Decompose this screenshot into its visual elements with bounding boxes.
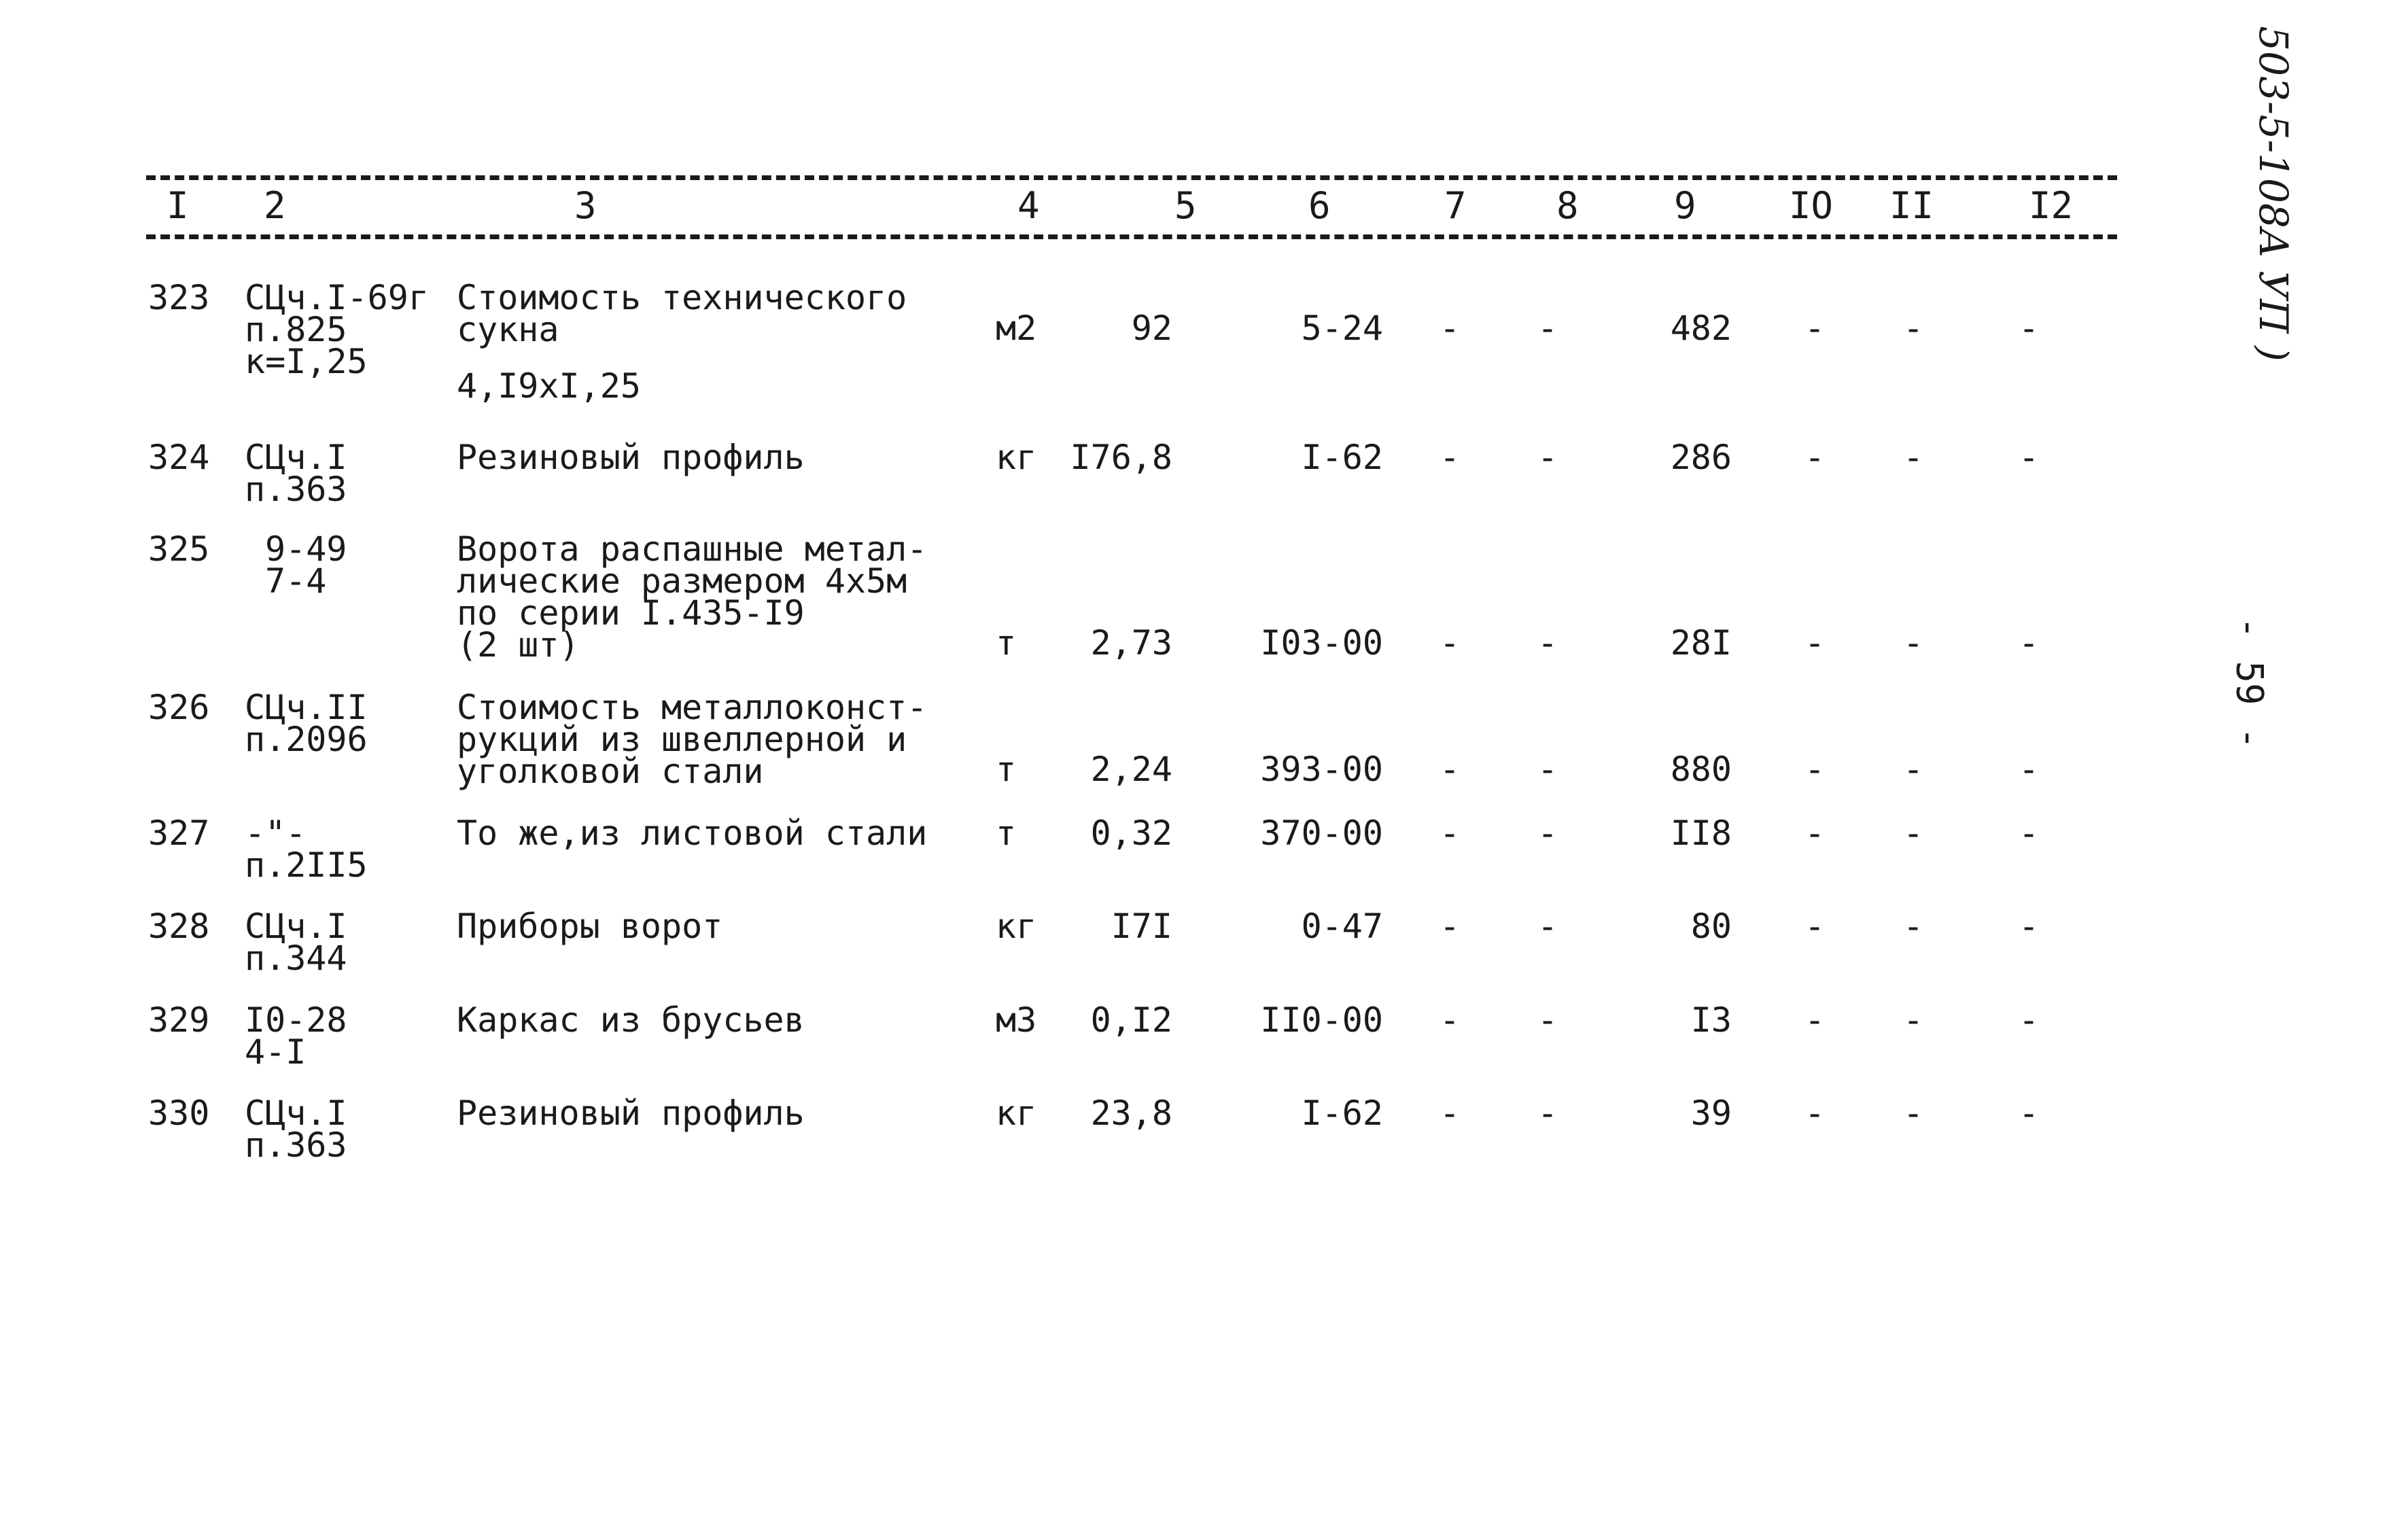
row-col-11: -	[1903, 813, 1924, 853]
row-code-line: к=I,25	[245, 342, 368, 381]
header-top-rule	[146, 175, 2117, 180]
row-number: 326	[148, 688, 210, 727]
row-price: I03-00	[1260, 623, 1383, 663]
row-name-extra: 4,I9хI,25	[457, 366, 641, 406]
row-quantity: I7I	[1111, 907, 1172, 946]
row-col-12: -	[2019, 1000, 2040, 1040]
row-col-7: -	[1439, 309, 1461, 348]
row-unit: кг	[996, 1093, 1037, 1133]
row-col-9: 880	[1670, 750, 1732, 789]
row-name-line: сукна	[457, 310, 559, 349]
row-col-10: -	[1804, 1000, 1826, 1040]
row-col-10: -	[1804, 1093, 1826, 1133]
row-name-line: Стоимость технического	[457, 278, 907, 317]
row-code-line: I0-28	[245, 1000, 347, 1040]
row-name-line: уголковой стали	[457, 752, 764, 791]
row-number: 329	[148, 1000, 210, 1040]
row-code-line: п.2II5	[245, 845, 368, 885]
row-number: 325	[148, 529, 210, 569]
row-col-12: -	[2019, 309, 2040, 348]
row-col-11: -	[1903, 309, 1924, 348]
row-price: 5-24	[1301, 309, 1383, 348]
row-code-line: СЦч.I	[245, 907, 347, 946]
column-header: 9	[1674, 184, 1696, 227]
row-quantity: 2,24	[1090, 750, 1172, 789]
column-header: IO	[1789, 184, 1834, 227]
column-header: I2	[2029, 184, 2074, 227]
row-number: 330	[148, 1093, 210, 1133]
row-col-10: -	[1804, 750, 1826, 789]
row-name-line: То же,из листовой стали	[457, 813, 928, 853]
row-col-7: -	[1439, 907, 1461, 946]
row-col-8: -	[1537, 813, 1558, 853]
row-col-9: 482	[1670, 309, 1732, 348]
document-code: 503-5-108А УП )	[2250, 26, 2297, 362]
row-name-line: по серии I.435-I9	[457, 593, 805, 633]
row-col-9: II8	[1670, 813, 1732, 853]
row-col-11: -	[1903, 623, 1924, 663]
row-price: 0-47	[1301, 907, 1383, 946]
row-quantity: 23,8	[1090, 1093, 1172, 1133]
row-col-12: -	[2019, 623, 2040, 663]
row-quantity: 2,73	[1090, 623, 1172, 663]
row-name-line: лические размером 4х5м	[457, 561, 907, 601]
row-col-8: -	[1537, 750, 1558, 789]
row-col-8: -	[1537, 907, 1558, 946]
row-number: 324	[148, 438, 210, 477]
row-col-11: -	[1903, 907, 1924, 946]
row-col-8: -	[1537, 438, 1558, 477]
row-col-7: -	[1439, 623, 1461, 663]
row-unit: т	[996, 623, 1017, 663]
row-unit: кг	[996, 438, 1037, 477]
row-quantity: I76,8	[1070, 438, 1172, 477]
row-col-7: -	[1439, 1093, 1461, 1133]
row-col-12: -	[2019, 907, 2040, 946]
row-col-12: -	[2019, 750, 2040, 789]
row-price: 370-00	[1260, 813, 1383, 853]
row-col-9: I3	[1690, 1000, 1732, 1040]
row-col-8: -	[1537, 1093, 1558, 1133]
row-unit: м2	[996, 309, 1037, 348]
row-code-line: 4-I	[245, 1032, 307, 1072]
row-col-10: -	[1804, 309, 1826, 348]
column-header: 5	[1174, 184, 1197, 227]
row-code-line: СЦч.I-69г	[245, 278, 429, 317]
row-unit: т	[996, 750, 1017, 789]
row-code-line: п.2096	[245, 720, 368, 759]
row-code-line: п.825	[245, 310, 347, 349]
column-header: I	[167, 184, 189, 227]
row-price: I-62	[1301, 438, 1383, 477]
row-name-line: (2 шт)	[457, 625, 580, 665]
column-header: 8	[1556, 184, 1579, 227]
row-name-line: Стоимость металлоконст-	[457, 688, 928, 727]
row-code-line: СЦч.I	[245, 1093, 347, 1133]
row-quantity: 92	[1131, 309, 1172, 348]
row-col-7: -	[1439, 750, 1461, 789]
row-col-10: -	[1804, 623, 1826, 663]
row-code-line: п.344	[245, 939, 347, 978]
row-col-8: -	[1537, 309, 1558, 348]
row-name-line: Приборы ворот	[457, 907, 723, 946]
row-name-line: Каркас из брусьев	[457, 1000, 805, 1040]
row-col-12: -	[2019, 813, 2040, 853]
row-code-line: СЦч.I	[245, 438, 347, 477]
row-name-line: Резиновый профиль	[457, 1093, 805, 1133]
row-col-7: -	[1439, 813, 1461, 853]
row-col-9: 39	[1690, 1093, 1732, 1133]
row-name-line: Ворота распашные метал-	[457, 529, 928, 569]
row-number: 323	[148, 278, 210, 317]
row-col-11: -	[1903, 1000, 1924, 1040]
row-code-line: -"-	[245, 813, 307, 853]
row-col-10: -	[1804, 438, 1826, 477]
column-header: 6	[1308, 184, 1331, 227]
row-col-8: -	[1537, 623, 1558, 663]
row-col-10: -	[1804, 907, 1826, 946]
page-number: - 59 -	[2228, 616, 2271, 750]
row-col-7: -	[1439, 438, 1461, 477]
row-unit: м3	[996, 1000, 1037, 1040]
row-code-line: п.363	[245, 470, 347, 509]
row-col-7: -	[1439, 1000, 1461, 1040]
row-col-9: 80	[1690, 907, 1732, 946]
column-header: II	[1889, 184, 1934, 227]
header-bottom-rule	[146, 234, 2117, 239]
row-price: II0-00	[1260, 1000, 1383, 1040]
row-price: I-62	[1301, 1093, 1383, 1133]
row-code-line: СЦч.II	[245, 688, 368, 727]
row-col-12: -	[2019, 438, 2040, 477]
row-number: 328	[148, 907, 210, 946]
row-col-11: -	[1903, 1093, 1924, 1133]
row-col-10: -	[1804, 813, 1826, 853]
column-header: 2	[264, 184, 286, 227]
row-code-line: 7-4	[265, 561, 327, 601]
row-price: 393-00	[1260, 750, 1383, 789]
row-name-line: рукций из швеллерной и	[457, 720, 907, 759]
column-header: 3	[574, 184, 597, 227]
row-code-line: п.363	[245, 1125, 347, 1165]
row-col-12: -	[2019, 1093, 2040, 1133]
row-name-line: Резиновый профиль	[457, 438, 805, 477]
row-col-11: -	[1903, 438, 1924, 477]
row-quantity: 0,I2	[1090, 1000, 1172, 1040]
row-code-line: 9-49	[265, 529, 347, 569]
column-header: 7	[1444, 184, 1467, 227]
row-unit: кг	[996, 907, 1037, 946]
row-quantity: 0,32	[1090, 813, 1172, 853]
column-header: 4	[1017, 184, 1040, 227]
row-unit: т	[996, 813, 1017, 853]
row-col-9: 28I	[1670, 623, 1732, 663]
row-col-9: 286	[1670, 438, 1732, 477]
row-col-11: -	[1903, 750, 1924, 789]
row-col-8: -	[1537, 1000, 1558, 1040]
row-number: 327	[148, 813, 210, 853]
